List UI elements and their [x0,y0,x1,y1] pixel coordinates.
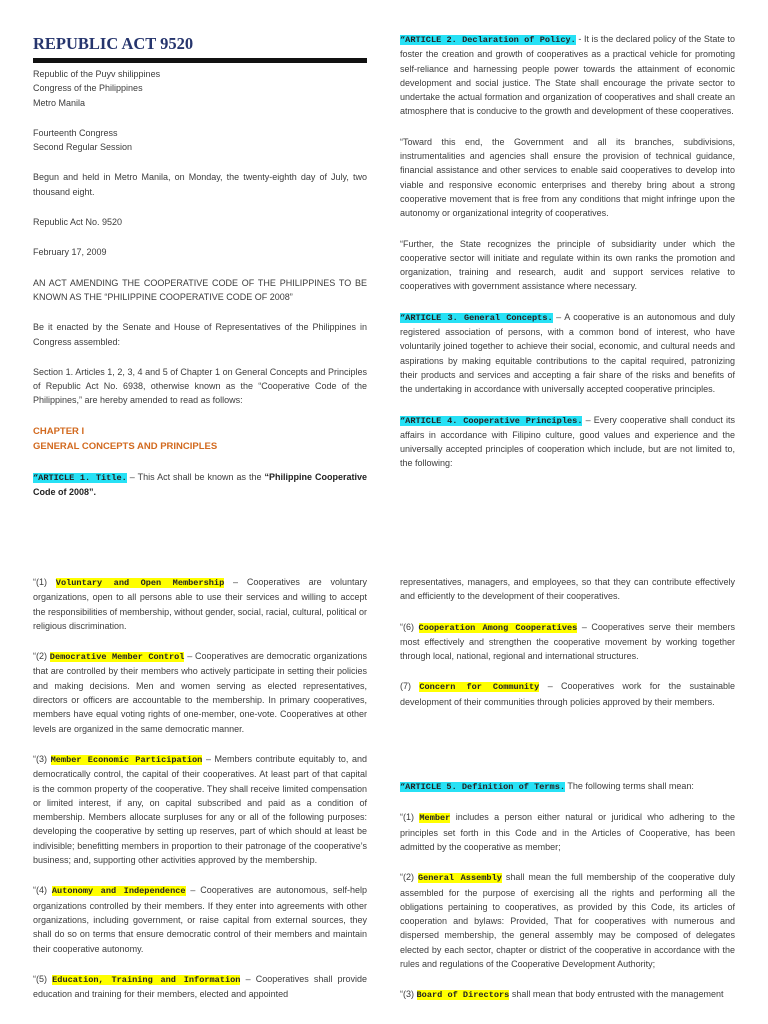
session-line: Fourteenth Congress [33,127,118,138]
definition-1-number: “(1) [400,812,420,823]
principle-3-text: – Members contribute equitably to, and democratically control, the capital of their cooperatives. At least part of that capital is the common property of the cooperative. They shall receive limited compensation or limited interest, if any, on capital subscribed and paid as a condition of membership. Members allocate surpluses for any or all of the following purposes: developing the cooperative by setting up reserves, part of which should at least be indivisible; benefitting members in proportion to their patronage of the cooperative’s business; and, supporting other activities approved by the membership. [33,753,367,866]
article-2-paragraph-3: “Further, the State recognizes the principle of subsidiarity under which the cooperative sector will initiate and regulate within its own ranks the promotion and organization, training and research, audit and support services relative to cooperatives with government assistance where necessary. [400,238,735,292]
principle-1-label: Voluntary and Open Membership [55,578,225,588]
principle-5-continued: representatives, managers, and employees, so that they can contribute effectively and efficiently to the development of their cooperatives. [400,577,735,602]
header-line: Metro Manila [33,97,86,108]
article-1 [33,470,367,500]
article-3 [400,310,735,397]
principle-5-label: Education, Training and Information [52,974,241,985]
principle-1 [33,575,367,633]
page1-left-column [33,34,367,515]
principle-7 [400,679,735,709]
principle-7-text: – Cooperatives work for the sustainable development of their communities through policies approved by their members. [400,681,735,707]
page1-right-column [400,32,735,487]
chapter-title: GENERAL CONCEPTS AND PRINCIPLES [33,440,218,452]
enacting-clause: Be it enacted by the Senate and House of Representatives of the Philippines in Congress assembled: [33,322,367,347]
begun-paragraph: Begun and held in Metro Manila, on Monday, the twenty-eighth day of July, two thousand eight. [33,172,367,197]
section-1: Section 1. Articles 1, 2, 3, 4 and 5 of Chapter 1 on General Concepts and Principles of Republic Act No. 6938, otherwise known as the “Cooperative Code of the Philippines,” are hereby amended to read as follows: [33,366,367,406]
republic-act-number: Republic Act No. 9520 [33,217,123,228]
principle-4-label: Autonomy and Independence [51,886,186,897]
article-2-paragraph-2: “Toward this end, the Government and all its branches, subdivisions, instrumentalities and agencies shall ensure the provision of technical guidance, financial assistance and other services to enable said cooperatives to develop into viable and responsive economic enterprises and thereby bring about a strong cooperative movement that is free from any conditions that might infringe upon the autonomy or organizational integrity of cooperatives. [400,136,735,219]
principle-2-text: – Cooperatives are democratic organizations that are controlled by their members who actively participate in setting their policies and making decisions. Men and women serving as elected representatives, directors or officers are accountable to the membership. In primary cooperatives, members have equal voting rights of one-member, one-vote. Cooperatives at other levels are organized in the same democratic manner. [33,651,367,734]
chapter-heading [33,424,367,454]
page2-left-column [33,575,367,1017]
article-4-text: – Every cooperative shall conduct its affairs in accordance with Filipino culture, good values and experience and the universally accepted principles of cooperation which include, but are not limited to, the following: [400,414,736,469]
article-2-label: “ARTICLE 2. Declaration of Policy. [400,35,576,45]
principle-5-text: – Cooperatives shall provide education and training for their members, elected and appointed [33,973,368,1000]
article-5-label: “ARTICLE 5. Definition of Terms. [400,782,566,793]
definition-1 [400,810,735,854]
session-line: Second Regular Session [33,142,133,153]
definition-1-label: Member [419,813,451,824]
principle-3-number: “(3) [33,753,51,764]
definition-2 [400,870,735,971]
article-2 [400,32,735,119]
title-rule [33,58,367,63]
principle-1-number: “(1) [33,577,56,587]
principle-5 [33,972,367,1002]
principle-7-number: (7) [400,681,420,692]
principle-3 [33,752,367,867]
principle-2 [33,649,367,736]
article-5 [400,779,735,794]
definition-2-text: shall mean the full membership of the cooperative duly assembled for the purpose of exercising all the rights and performing all the obligations pertaining to cooperatives, as provided by this Code, its articles of cooperation and bylaws: Provided, That for cooperatives with numerous and dispersed membership, the general assembly may be composed of delegates elected by each sector, chapter or district of the cooperative in accordance with the rules and regulations of the Cooperative Development Authority; [400,872,736,970]
article-2-text: - It is the declared policy of the State to foster the creation and growth of cooperatives as a practical vehicle for promoting self-reliance and harnessing people power towards the attainment of economic development and social justice. The State shall encourage the private sector to undertake the actual formation and organization of cooperatives and shall create an atmosphere that is conducive to the growth and development of these cooperatives. [400,34,735,117]
definition-1-text: includes a person either natural or juridical who adhering to the principles set forth in this Code and in the Articles of Cooperative, has been admitted by the cooperative as member; [400,812,736,852]
definition-3 [400,987,735,1002]
principle-6-text: – Cooperatives serve their members most effectively and strengthen the cooperative movement by working together through local, national, regional and international structures. [400,621,736,662]
header-line: Republic of the Puyv shilippines [33,69,161,79]
article-5-text: The following terms shall mean: [565,781,694,792]
act-title: AN ACT AMENDING THE COOPERATIVE CODE OF THE PHILIPPINES TO BE KNOWN AS THE “PHILIPPINE COOPERATIVE CODE OF 2008” [33,277,367,302]
header-line: Congress of the Philippines [33,83,143,94]
definition-3-label: Board of Directors [416,990,510,1001]
act-date: February 17, 2009 [33,247,107,258]
header-block [33,67,367,110]
article-4 [400,413,735,471]
definition-2-number: “(2) [400,872,418,883]
principle-2-label: Democrative Member Control [49,652,185,663]
principle-4-text: – Cooperatives are autonomous, self-help organizations controlled by their members. If they enter into agreements with other organizations, including government, or raise capital from external sources, they shall do so on terms that ensure democratic control of their members and maintain their cooperative autonomy. [33,885,367,954]
page2-right-column [400,575,735,1019]
definition-3-text: shall mean that body entrusted with the management [509,989,724,1000]
document-title: REPUBLIC ACT 9520 [33,34,194,53]
principle-5-number: “(5) [33,973,53,984]
principle-6-number: “(6) [400,621,419,632]
article-1-label: “ARTICLE 1. Title. [33,472,127,483]
definition-2-label: General Assembly [417,873,502,884]
principle-7-label: Concern for Community [419,682,540,693]
principle-1-text: – Cooperatives are voluntary organizations, open to all persons able to use their services and willing to accept the responsibilities of membership, without gender, social, racial, cultural, political or religious discrimination. [33,577,367,631]
session-block [33,126,367,155]
article-1-text: – This Act shall be known as the [126,471,265,482]
chapter-number: CHAPTER I [33,425,85,437]
definition-3-number: “(3) [400,989,417,1000]
principle-4 [33,883,367,955]
principle-3-label: Member Economic Participation [50,754,203,765]
principle-2-number: “(2) [33,651,50,662]
article-4-label: “ARTICLE 4. Cooperative Principles. [400,415,583,426]
principle-6 [400,620,735,664]
principle-4-number: “(4) [33,885,52,896]
article-3-text: – A cooperative is an autonomous and duly registered association of persons, with a common bond of interest, who have voluntarily joined together to achieve their social, economic, and cultural needs and aspirations by making equitable contributions to the capital required, patronizing their products and services and accepting a fair share of the risks and benefits of the undertaking in accordance with universally accepted cooperative principles. [400,311,736,395]
principle-6-label: Cooperation Among Cooperatives [418,622,578,633]
article-1-code-name: “Philippine Cooperative Code of 2008”. [33,471,368,498]
article-3-label: “ARTICLE 3. General Concepts. [400,312,553,323]
